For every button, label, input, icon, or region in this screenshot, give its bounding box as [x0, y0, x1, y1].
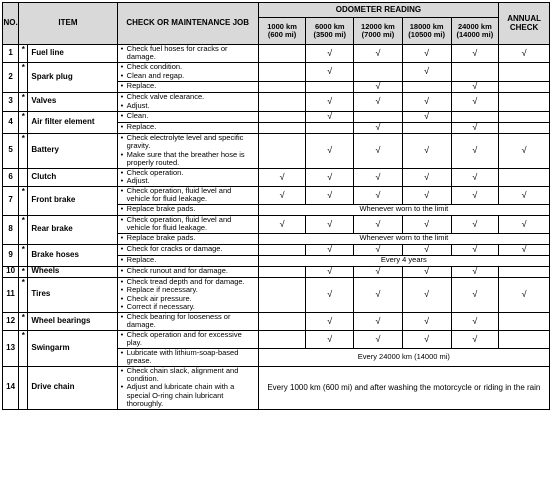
- check-mark: √: [306, 186, 354, 204]
- item-name: Battery: [28, 133, 117, 168]
- check-mark: [258, 81, 306, 92]
- job-line: • Check operation, fluid level and vehicle for fluid leakage.: [120, 216, 257, 233]
- reading-km: 6000 km: [314, 21, 345, 31]
- job-list: [120, 256, 257, 264]
- maintenance-job: [117, 215, 258, 233]
- row-number: 5: [3, 133, 19, 168]
- row-number: 9: [3, 244, 19, 266]
- table-row: [3, 62, 550, 81]
- maintenance-job: [117, 45, 258, 63]
- job-line: • Make sure that the breather hose is properly routed.: [120, 151, 257, 168]
- table-row: [3, 92, 550, 111]
- job-line: • Correct if necessary.: [120, 303, 257, 311]
- check-mark: √: [306, 330, 354, 348]
- check-mark: [306, 81, 354, 92]
- check-mark: √: [354, 92, 403, 111]
- check-mark: √: [354, 168, 403, 186]
- job-line: • Check bearing for looseness or damage.: [120, 313, 257, 330]
- job-list: [120, 93, 257, 110]
- check-mark: √: [306, 92, 354, 111]
- star-marker: *: [19, 277, 28, 312]
- job-line: • Replace.: [120, 256, 257, 264]
- check-mark: [402, 122, 451, 133]
- table-row: [3, 312, 550, 330]
- check-mark: √: [402, 215, 451, 233]
- reading-km: 1000 km: [267, 21, 297, 31]
- job-line: • Check operation.: [120, 169, 257, 177]
- row-number: 11: [3, 277, 19, 312]
- interval-note: Every 24000 km (14000 mi): [258, 348, 549, 366]
- check-mark: [499, 92, 550, 111]
- check-mark: √: [354, 312, 403, 330]
- item-name: Air filter element: [28, 111, 117, 133]
- reading-mi: (3500 mi): [313, 30, 347, 39]
- item-name: Fuel line: [28, 45, 117, 63]
- item-name: Brake hoses: [28, 244, 117, 266]
- table-row: [3, 244, 550, 255]
- row-number: 12: [3, 312, 19, 330]
- interval-note: Every 1000 km (600 mi) and after washing the motorcycle or riding in the rain: [258, 366, 549, 409]
- maintenance-job: [117, 255, 258, 266]
- check-mark: √: [306, 45, 354, 63]
- row-number: 4: [3, 111, 19, 133]
- check-mark: √: [402, 45, 451, 63]
- check-mark: √: [402, 186, 451, 204]
- job-line: • Replace brake pads.: [120, 234, 257, 242]
- row-number: 10: [3, 266, 19, 277]
- check-mark: [258, 111, 306, 122]
- job-list: [120, 367, 257, 408]
- job-line: • Check valve clearance.: [120, 93, 257, 101]
- job-list: [120, 216, 257, 233]
- reading-mi: (10500 mi): [408, 30, 445, 39]
- check-mark: √: [499, 277, 550, 312]
- reading-mi: (14000 mi): [456, 30, 494, 39]
- check-mark: [258, 122, 306, 133]
- maintenance-job: [117, 204, 258, 215]
- row-number: 6: [3, 168, 19, 186]
- header-annual: ANNUAL CHECK: [499, 3, 550, 45]
- job-line: • Adjust.: [120, 102, 257, 110]
- check-mark: √: [354, 266, 403, 277]
- check-mark: √: [354, 277, 403, 312]
- star-marker: *: [19, 111, 28, 133]
- item-name: Wheels: [28, 266, 117, 277]
- check-mark: √: [402, 277, 451, 312]
- job-line: • Check for cracks or damage.: [120, 245, 257, 253]
- check-mark: √: [451, 133, 499, 168]
- job-list: [120, 234, 257, 242]
- row-number: 14: [3, 366, 19, 409]
- check-mark: √: [258, 168, 306, 186]
- star-marker: *: [19, 266, 28, 277]
- table-row: [3, 266, 550, 277]
- table-row: [3, 168, 550, 186]
- job-list: [120, 82, 257, 90]
- check-mark: [499, 168, 550, 186]
- item-name: Spark plug: [28, 62, 117, 92]
- job-line: • Check operation, fluid level and vehicle for fluid leakage.: [120, 187, 257, 204]
- check-mark: √: [354, 122, 403, 133]
- check-mark: [258, 244, 306, 255]
- item-name: Wheel bearings: [28, 312, 117, 330]
- job-line: • Check electrolyte level and specific gravity.: [120, 134, 257, 151]
- check-mark: √: [354, 81, 403, 92]
- row-number: 8: [3, 215, 19, 244]
- job-list: [120, 169, 257, 186]
- item-name: Valves: [28, 92, 117, 111]
- check-mark: [258, 62, 306, 81]
- check-mark: √: [306, 168, 354, 186]
- star-marker: *: [19, 215, 28, 244]
- item-name: Swingarm: [28, 330, 117, 366]
- star-marker: *: [19, 45, 28, 63]
- table-body: [3, 45, 550, 410]
- check-mark: [258, 133, 306, 168]
- row-number: 2: [3, 62, 19, 92]
- job-line: • Adjust.: [120, 177, 257, 185]
- star-marker: *: [19, 62, 28, 92]
- check-mark: [499, 312, 550, 330]
- check-mark: √: [451, 168, 499, 186]
- row-number: 3: [3, 92, 19, 111]
- check-mark: √: [402, 168, 451, 186]
- check-mark: [354, 111, 403, 122]
- job-line: • Replace brake pads.: [120, 205, 257, 213]
- check-mark: √: [402, 92, 451, 111]
- job-list: [120, 205, 257, 213]
- star-marker: *: [19, 92, 28, 111]
- maintenance-job: [117, 277, 258, 312]
- check-mark: √: [451, 312, 499, 330]
- check-mark: √: [451, 92, 499, 111]
- star-marker: *: [19, 244, 28, 266]
- check-mark: √: [306, 215, 354, 233]
- maintenance-table: [2, 2, 550, 410]
- check-mark: [499, 122, 550, 133]
- job-line: • Lubricate with lithium-soap-based grease.: [120, 349, 257, 366]
- star-marker: [19, 366, 28, 409]
- job-list: [120, 267, 257, 275]
- maintenance-job: [117, 92, 258, 111]
- check-mark: √: [402, 266, 451, 277]
- job-list: [120, 245, 257, 253]
- header-item: ITEM: [19, 3, 117, 45]
- check-mark: √: [451, 266, 499, 277]
- check-mark: √: [499, 133, 550, 168]
- check-mark: √: [306, 244, 354, 255]
- maintenance-job: [117, 168, 258, 186]
- maintenance-job: [117, 266, 258, 277]
- check-mark: [258, 277, 306, 312]
- job-line: • Check runout and for damage.: [120, 267, 257, 275]
- row-number: 1: [3, 45, 19, 63]
- check-mark: [402, 81, 451, 92]
- check-mark: √: [306, 111, 354, 122]
- check-mark: √: [499, 45, 550, 63]
- header-reading: [451, 18, 499, 45]
- reading-mi: (7000 mi): [361, 30, 395, 39]
- check-mark: [258, 330, 306, 348]
- header-odometer: ODOMETER READING: [258, 3, 498, 18]
- job-line: • Check fuel hoses for cracks or damage.: [120, 45, 257, 62]
- check-mark: √: [354, 133, 403, 168]
- item-name: Rear brake: [28, 215, 117, 244]
- check-mark: √: [306, 62, 354, 81]
- check-mark: √: [402, 330, 451, 348]
- header-reading: [258, 18, 306, 45]
- job-list: [120, 313, 257, 330]
- reading-km: 12000 km: [361, 21, 395, 31]
- header-reading: [306, 18, 354, 45]
- check-mark: [499, 330, 550, 348]
- job-list: [120, 331, 257, 348]
- row-number: 13: [3, 330, 19, 366]
- interval-note: Every 4 years: [258, 255, 549, 266]
- table-row: [3, 366, 550, 409]
- maintenance-job: [117, 186, 258, 204]
- check-mark: √: [499, 244, 550, 255]
- job-line: • Clean.: [120, 112, 257, 120]
- maintenance-job: [117, 244, 258, 255]
- interval-note: Whenever worn to the limit: [258, 204, 549, 215]
- check-mark: √: [402, 312, 451, 330]
- check-mark: √: [354, 244, 403, 255]
- job-line: • Clean and regap.: [120, 72, 257, 80]
- job-list: [120, 278, 257, 311]
- job-line: • Check operation and for excessive play.: [120, 331, 257, 348]
- check-mark: √: [354, 186, 403, 204]
- star-marker: [19, 168, 28, 186]
- check-mark: √: [306, 133, 354, 168]
- table-row: [3, 277, 550, 312]
- interval-note: Whenever worn to the limit: [258, 233, 549, 244]
- job-line: • Check air pressure.: [120, 295, 257, 303]
- check-mark: √: [306, 312, 354, 330]
- item-name: Front brake: [28, 186, 117, 215]
- job-line: • Check condition.: [120, 63, 257, 71]
- table-row: [3, 186, 550, 204]
- job-list: [120, 134, 257, 167]
- item-name: Clutch: [28, 168, 117, 186]
- header-reading: [402, 18, 451, 45]
- check-mark: √: [499, 186, 550, 204]
- job-line: • Check chain slack, alignment and condition.: [120, 367, 257, 384]
- star-marker: *: [19, 330, 28, 366]
- check-mark: √: [451, 81, 499, 92]
- header-reading: [354, 18, 403, 45]
- job-line: • Replace.: [120, 123, 257, 131]
- check-mark: √: [402, 111, 451, 122]
- check-mark: √: [402, 133, 451, 168]
- check-mark: √: [451, 215, 499, 233]
- job-list: [120, 187, 257, 204]
- check-mark: √: [402, 62, 451, 81]
- check-mark: [306, 122, 354, 133]
- check-mark: [451, 62, 499, 81]
- reading-km: 18000 km: [409, 21, 444, 31]
- check-mark: [258, 45, 306, 63]
- table-row: [3, 133, 550, 168]
- check-mark: √: [354, 215, 403, 233]
- maintenance-job: [117, 366, 258, 409]
- check-mark: √: [402, 244, 451, 255]
- check-mark: [258, 266, 306, 277]
- check-mark: √: [451, 45, 499, 63]
- star-marker: *: [19, 312, 28, 330]
- check-mark: √: [354, 330, 403, 348]
- job-line: • Replace.: [120, 82, 257, 90]
- check-mark: √: [306, 277, 354, 312]
- maintenance-job: [117, 81, 258, 92]
- check-mark: [354, 62, 403, 81]
- check-mark: [451, 111, 499, 122]
- job-list: [120, 45, 257, 62]
- job-line: • Replace if necessary.: [120, 286, 257, 294]
- maintenance-job: [117, 122, 258, 133]
- check-mark: [258, 92, 306, 111]
- maintenance-job: [117, 111, 258, 122]
- maintenance-job: [117, 62, 258, 81]
- check-mark: √: [306, 266, 354, 277]
- table-row: [3, 215, 550, 233]
- check-mark: √: [451, 244, 499, 255]
- check-mark: [499, 266, 550, 277]
- check-mark: √: [499, 215, 550, 233]
- check-mark: √: [451, 122, 499, 133]
- table-row: [3, 111, 550, 122]
- check-mark: √: [451, 186, 499, 204]
- item-name: Drive chain: [28, 366, 117, 409]
- check-mark: √: [451, 277, 499, 312]
- maintenance-job: [117, 233, 258, 244]
- check-mark: [499, 62, 550, 81]
- check-mark: √: [258, 186, 306, 204]
- check-mark: [499, 81, 550, 92]
- job-list: [120, 112, 257, 120]
- table-row: [3, 330, 550, 348]
- row-number: 7: [3, 186, 19, 215]
- maintenance-job: [117, 312, 258, 330]
- reading-mi: (600 mi): [267, 30, 297, 39]
- job-line: • Adjust and lubricate chain with a special O-ring chain lubricant thoroughly.: [120, 383, 257, 408]
- job-list: [120, 123, 257, 131]
- check-mark: √: [451, 330, 499, 348]
- check-mark: √: [258, 215, 306, 233]
- check-mark: [258, 312, 306, 330]
- header-job: CHECK OR MAINTENANCE JOB: [117, 3, 258, 45]
- table-row: [3, 45, 550, 63]
- job-list: [120, 63, 257, 80]
- reading-km: 24000 km: [457, 21, 492, 31]
- maintenance-job: [117, 348, 258, 366]
- maintenance-job: [117, 133, 258, 168]
- star-marker: *: [19, 133, 28, 168]
- check-mark: √: [354, 45, 403, 63]
- check-mark: [499, 111, 550, 122]
- maintenance-job: [117, 330, 258, 348]
- job-line: • Check tread depth and for damage.: [120, 278, 257, 286]
- job-list: [120, 349, 257, 366]
- header-no: NO.: [3, 3, 19, 45]
- star-marker: *: [19, 186, 28, 215]
- item-name: Tires: [28, 277, 117, 312]
